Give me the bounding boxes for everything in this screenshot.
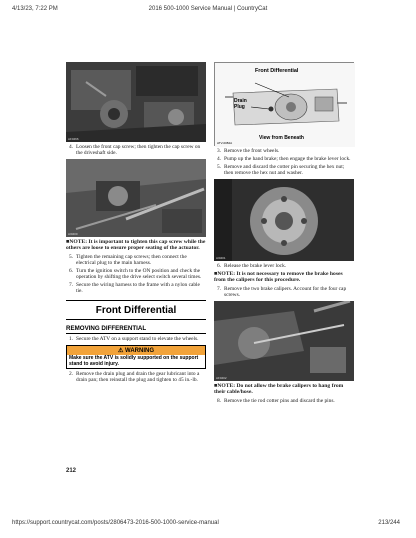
hub-photo [214, 179, 354, 261]
caliper-photo-image [214, 301, 354, 381]
step-8-right: 8. Remove the tie rod cotter pins and discard the pins. [216, 397, 335, 404]
step-3-right: 3. Remove the front wheels. [216, 148, 280, 154]
sub-title: REMOVING DIFFERENTIAL [66, 325, 206, 334]
step-4-right: 4. Pump up the hand brake; then engage the brake lever lock. [216, 156, 351, 162]
browser-header [0, 6, 416, 18]
warning-box [66, 345, 206, 370]
photo-code: AF0402 [216, 375, 227, 380]
warning-body: Make sure the ATV is solidly supported on the support stand to avoid injury. [69, 354, 199, 367]
section-title: Front Differential [66, 300, 206, 320]
step-5-right: 5. Remove and discard the cotter pin securing the hex nut; then remove the hex nut and washer. [216, 164, 345, 176]
warning-heading: ⚠ WARNING [67, 346, 205, 355]
engine-photo-1-image [66, 62, 206, 142]
note-tighten-cap-screw: ■NOTE: It is important to tighten this cap screw while the others are loose to ensure proper seating of the actuator. [66, 239, 206, 252]
print-page-count: 213/244 [378, 520, 400, 526]
step-4-left: 4. Loosen the front cap screw; then tighten the cap screw on the driveshaft side. [68, 144, 201, 156]
left-column [66, 62, 206, 383]
photo-code: AI0400 [68, 232, 78, 236]
hub-photo-image [214, 179, 354, 261]
caliper-photo [214, 301, 354, 381]
step-2-left: 2. Remove the drain plug and drain the gear lubricant into a drain pan; then reinstall the plug and tighten to 45 in.-lb. [68, 371, 200, 384]
photo-code: AI0401 [216, 256, 226, 260]
actuator-photo-image [66, 159, 206, 237]
note-calipers-hang: ■NOTE: Do not allow the brake calipers to hang from their cable/hose. [214, 382, 344, 396]
step-7-left: 7. Secure the wiring harness to the frame with a nylon cable tie. [68, 281, 200, 294]
print-title: 2016 500-1000 Service Manual | CountryCat [148, 6, 268, 12]
right-column [214, 62, 354, 404]
photo-code: AF0466 [68, 137, 79, 141]
print-url: https://support.countrycat.com/posts/2806473-2016-500-1000-service-manual [12, 520, 219, 526]
diagram-label-front-differential: Front Differential [255, 68, 299, 74]
browser-footer [0, 520, 416, 530]
diagram-code: ATV-0082A [217, 141, 233, 145]
step-7-right: 7. Remove the two brake calipers. Account for the four cap screws. [216, 285, 347, 298]
step-1-left: 1. Secure the ATV on a support stand to elevate the wheels. [68, 335, 199, 342]
print-datetime: 4/13/23, 7:22 PM [12, 6, 58, 12]
diagram-label-drain-plug: Drain Plug [234, 98, 247, 110]
step-5-left: 5. Tighten the remaining cap screws; then connect the electrical plug to the main harness. [68, 253, 187, 266]
differential-diagram [214, 62, 354, 146]
actuator-photo [66, 159, 206, 237]
note-brake-hoses: ■NOTE: It is not necessary to remove the brake hoses from the calipers for this procedure. [214, 271, 343, 284]
engine-photo-1 [66, 62, 206, 142]
step-6-right: 6. Release the brake lever lock. [216, 263, 287, 269]
page-number: 212 [66, 468, 77, 474]
step-6-left: 6. Turn the ignition switch to the ON position and check the operation by shifting the drive select switch several times. [68, 267, 202, 280]
diagram-label-view-from-beneath: View from Beneath [259, 135, 304, 141]
